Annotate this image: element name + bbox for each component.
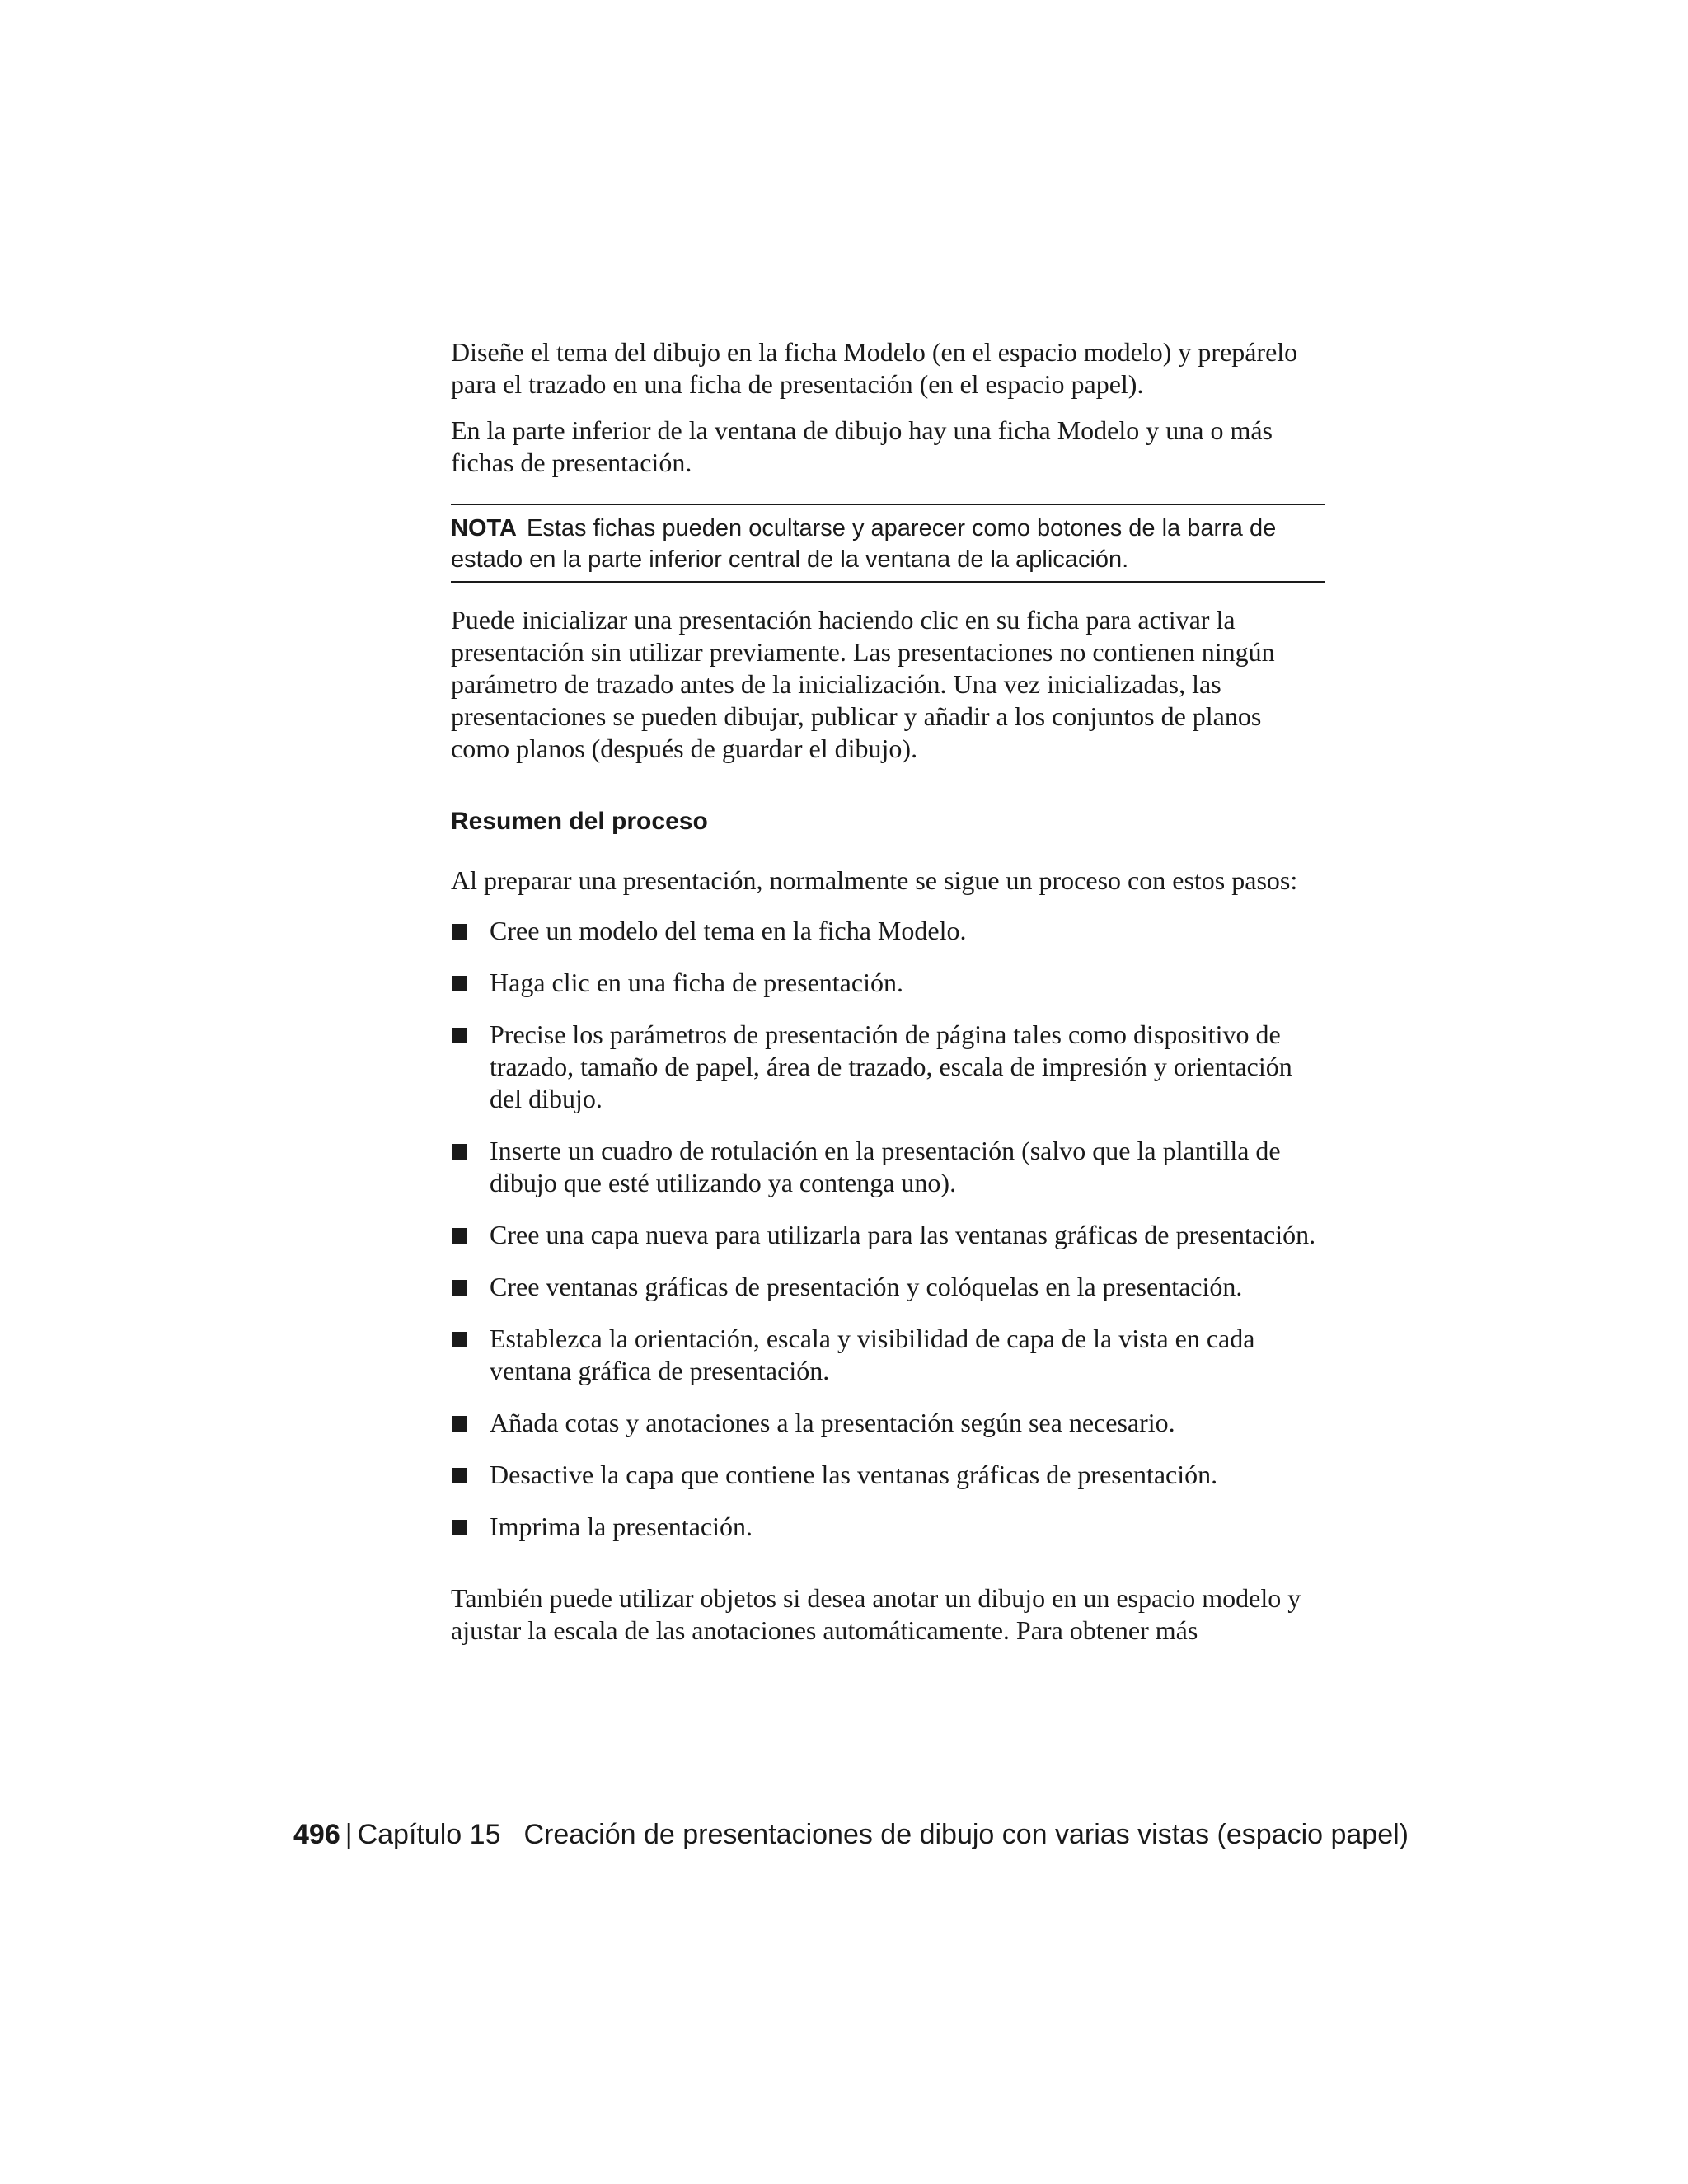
list-item <box>451 915 1325 947</box>
list-item <box>451 1407 1325 1439</box>
page-content <box>451 336 1325 1647</box>
steps-list <box>451 915 1325 1543</box>
note-text: Estas fichas pueden ocultarse y aparecer como botones de la barra de estado en la parte inferior central de la ventana de la aplicación. <box>451 515 1277 573</box>
bullet-square-icon <box>452 1144 467 1160</box>
bullet-square-icon <box>452 1468 467 1483</box>
step-text: Desactive la capa que contiene las ventanas gráficas de presentación. <box>490 1460 1218 1489</box>
process-intro-paragraph: Al preparar una presentación, normalmente se sigue un proceso con estos pasos: <box>451 865 1298 895</box>
page-number: 496 <box>293 1819 340 1850</box>
bullet-square-icon <box>452 1416 467 1432</box>
list-item <box>451 1271 1325 1303</box>
step-text: Inserte un cuadro de rotulación en la presentación (salvo que la plantilla de dibujo que esté utilizando ya contenga uno). <box>490 1136 1281 1197</box>
list-item <box>451 967 1325 999</box>
bullet-square-icon <box>452 1028 467 1043</box>
bullet-square-icon <box>452 1520 467 1535</box>
step-text: Haga clic en una ficha de presentación. <box>490 968 903 997</box>
step-text: Cree un modelo del tema en la ficha Modelo. <box>490 916 967 945</box>
chapter-title: Creación de presentaciones de dibujo con varias vistas (espacio papel) <box>523 1819 1409 1850</box>
list-item <box>451 1019 1325 1115</box>
bullet-square-icon <box>452 1228 467 1244</box>
step-text: Imprima la presentación. <box>490 1511 753 1541</box>
intro-paragraph: Diseñe el tema del dibujo en la ficha Modelo (en el espacio modelo) y prepárelo para el trazado en una ficha de presentación (en el espacio papel). <box>451 337 1298 399</box>
bullet-square-icon <box>452 924 467 940</box>
list-item <box>451 1135 1325 1199</box>
chapter-label: Capítulo 15 <box>357 1819 501 1850</box>
step-text: Añada cotas y anotaciones a la presentación según sea necesario. <box>490 1408 1175 1437</box>
step-text: Cree una capa nueva para utilizarla para las ventanas gráficas de presentación. <box>490 1220 1316 1249</box>
list-item <box>451 1459 1325 1491</box>
list-item <box>451 1219 1325 1251</box>
step-text: Cree ventanas gráficas de presentación y colóquelas en la presentación. <box>490 1272 1243 1301</box>
list-item <box>451 1511 1325 1543</box>
step-text: Precise los parámetros de presentación de página tales como dispositivo de trazado, tamaño de papel, área de trazado, escala de impresión y orientación del dibujo. <box>490 1019 1292 1113</box>
initialize-paragraph: Puede inicializar una presentación haciendo clic en su ficha para activar la presentación sin utilizar previamente. Las presentaciones no contienen ningún parámetro de trazado antes de la inicialización. Una vez inicializadas, las presentaciones se pueden dibujar, publicar y añadir a los conjuntos de planos como planos (después de guardar el dibujo). <box>451 605 1275 763</box>
bullet-square-icon <box>452 1332 467 1347</box>
list-item <box>451 1323 1325 1387</box>
page-footer <box>293 1816 1409 1853</box>
section-heading: Resumen del proceso <box>451 808 708 835</box>
footer-separator: | <box>345 1819 353 1850</box>
bullet-square-icon <box>452 1280 467 1296</box>
bullet-square-icon <box>452 976 467 991</box>
tabs-paragraph: En la parte inferior de la ventana de dibujo hay una ficha Modelo y una o más fichas de presentación. <box>451 415 1273 477</box>
note-label: NOTA <box>451 515 518 541</box>
step-text: Establezca la orientación, escala y visibilidad de capa de la vista en cada ventana gráfica de presentación. <box>490 1324 1255 1385</box>
objects-paragraph: También puede utilizar objetos si desea anotar un dibujo en un espacio modelo y ajustar la escala de las anotaciones automáticamente. Para obtener más <box>451 1583 1301 1645</box>
note-box <box>451 504 1325 583</box>
